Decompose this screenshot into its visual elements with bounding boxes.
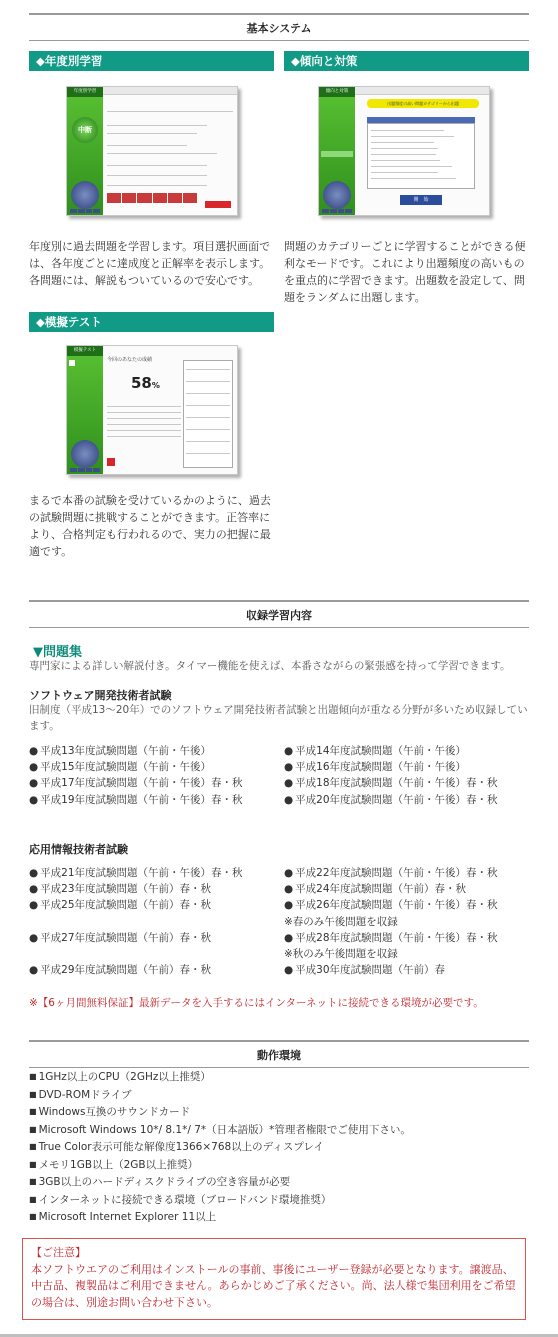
list-item: ● 平成29年度試験問題（午前）春・秋 xyxy=(29,962,279,978)
exit-icon xyxy=(107,458,115,466)
app-sidebar: 傾向と対策 xyxy=(319,87,355,215)
category-list xyxy=(367,123,475,189)
section-header-basic-system: 基本システム xyxy=(29,13,529,41)
list-item: ■ Microsoft Internet Explorer 11以上 xyxy=(29,1209,529,1227)
start-button: 開 始 xyxy=(400,195,442,205)
feature-title-yearly: ◆年度別学習 xyxy=(29,51,274,71)
list-item: ● 平成14年度試験問題（午前・午後） xyxy=(284,743,534,759)
list-item: ● 平成16年度試験問題（午前・午後） xyxy=(284,759,534,775)
answer-buttons xyxy=(107,193,197,203)
score-unit: % xyxy=(151,381,160,390)
software-exam-title: ソフトウェア開発技術者試験 xyxy=(29,689,172,702)
software-exam-desc: 旧制度（平成13〜20年）でのソフトウェア開発技術者試験と出題傾向が重なる分野が多いため収録しています。 xyxy=(29,704,528,732)
list-note: ※春のみ午後問題を収録 xyxy=(284,915,398,928)
list-item: ■ インターネットに接続できる環境（ブロードバンド環境推奨） xyxy=(29,1192,529,1210)
screenshot-trend xyxy=(318,86,490,216)
interrupt-badge: 中断 xyxy=(72,117,98,143)
guarantee-note: ※【6ヶ月間無料保証】最新データを入手するにはインターネットに接続できる環境が必要です。 xyxy=(29,997,484,1009)
applied-exam-list-right xyxy=(284,865,534,978)
list-item: ● 平成28年度試験問題（午前・午後）春・秋 xyxy=(284,930,534,946)
list-item: ● 平成15年度試験問題（午前・午後） xyxy=(29,759,279,775)
app-sidebar: 年度別学習 中断 xyxy=(67,87,103,215)
control-pad-icon xyxy=(71,440,99,468)
caution-text: 本ソフトウエアのご利用はインストールの事前、事後にユーザー登録が必要となります。譲渡品、中古品、複製品はご利用できません。あらかじめご了承ください。尚、法人様で集団利用をご希望の場合は、別途お問い合わせ下さい。 xyxy=(31,1262,516,1309)
list-item: ● 平成18年度試験問題（午前・午後）春・秋 xyxy=(284,775,534,791)
score-value: 58 xyxy=(131,374,152,392)
list-item: ● 平成25年度試験問題（午前）春・秋 xyxy=(29,897,279,913)
list-note: ※秋のみ午後問題を収録 xyxy=(284,948,398,961)
result-label: 今回のあなたの成績 xyxy=(107,357,153,363)
screenshot-yearly xyxy=(66,86,238,216)
control-pad-icon xyxy=(71,181,99,209)
list-item: ● 平成26年度試験問題（午前・午後）春・秋 xyxy=(284,897,534,913)
screenshot-mock xyxy=(66,345,238,475)
list-item: ■ DVD-ROMドライブ xyxy=(29,1087,529,1105)
list-item: ■ 3GB以上のハードディスクドライブの空き容量が必要 xyxy=(29,1174,529,1192)
applied-exam-list-left xyxy=(29,865,279,978)
answer-table xyxy=(183,360,233,468)
list-item: ● 平成21年度試験問題（午前・午後）春・秋 xyxy=(29,865,279,881)
score-display xyxy=(131,374,160,392)
feature-desc-yearly: 年度別に過去問題を学習します。項目選択画面では、各年度ごとに達成度と正解率を表示します。各問題には、解説もついているので安心です。 xyxy=(29,240,271,287)
list-item: ● 平成24年度試験問題（午前）春・秋 xyxy=(284,881,534,897)
section-header-contents: 収録学習内容 xyxy=(29,600,529,628)
list-item: ● 平成13年度試験問題（午前・午後） xyxy=(29,743,279,759)
feature-title-trend: ◆傾向と対策 xyxy=(284,51,529,71)
list-item: ● 平成27年度試験問題（午前）春・秋 xyxy=(29,930,279,946)
caution-title: 【ご注意】 xyxy=(31,1246,86,1259)
list-item: ■ メモリ1GB以上（2GB以上推奨） xyxy=(29,1157,529,1175)
list-item: ■ 1GHz以上のCPU（2GHz以上推奨） xyxy=(29,1069,529,1087)
list-item: ● 平成23年度試験問題（午前）春・秋 xyxy=(29,881,279,897)
applied-exam-title: 応用情報技術者試験 xyxy=(29,843,128,856)
list-item: ■ Microsoft Windows 10*/ 8.1*/ 7*（日本語版）*管理者権限でご使用下さい。 xyxy=(29,1122,529,1140)
frequency-banner: 出題頻度の高い問題カテゴリーから出題 xyxy=(367,99,479,108)
list-item: ● 平成22年度試験問題（午前・午後）春・秋 xyxy=(284,865,534,881)
list-item: ● 平成19年度試験問題（午前・午後）春・秋 xyxy=(29,792,279,808)
list-item: ● 平成20年度試験問題（午前・午後）春・秋 xyxy=(284,792,534,808)
software-exam-list-right xyxy=(284,743,534,808)
feature-desc-mock: まるで本番の試験を受けているかのように、過去の試験問題に挑戦することができます。正答率により、合格判定も行われるので、実力の把握に最適です。 xyxy=(29,494,271,558)
section-title-question-set: ▼問題集 xyxy=(33,645,82,660)
list-item: ● 平成17年度試験問題（午前・午後）春・秋 xyxy=(29,775,279,791)
caution-box xyxy=(22,1238,526,1320)
list-item: ■ True Color表示可能な解像度1366×768以上のディスプレイ xyxy=(29,1139,529,1157)
environment-list xyxy=(29,1069,529,1227)
list-item: ● 平成30年度試験問題（午前）春 xyxy=(284,962,534,978)
list-item: ■ Windows互換のサウンドカード xyxy=(29,1104,529,1122)
control-pad-icon xyxy=(323,181,351,209)
software-exam-list-left xyxy=(29,743,279,808)
section-header-environment: 動作環境 xyxy=(29,1040,529,1068)
answer-button xyxy=(205,201,231,208)
feature-title-mock: ◆模擬テスト xyxy=(29,312,274,332)
app-sidebar: 模擬テスト xyxy=(67,346,103,474)
feature-desc-trend: 問題のカテゴリーごとに学習することができる便利なモードです。これにより出題頻度の高いものを重点的に学習できます。出題数を設定して、問題をランダムに出題します。 xyxy=(284,240,526,304)
question-set-desc: 専門家による詳しい解説付き。タイマー機能を使えば、本番さながらの緊張感を持って学習できます。 xyxy=(29,660,511,672)
